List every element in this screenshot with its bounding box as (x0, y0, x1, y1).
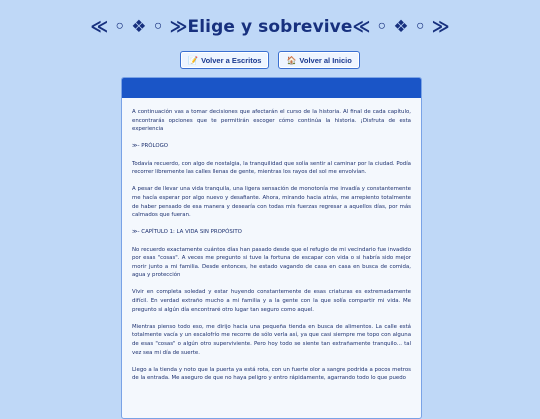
chapter-1-paragraph-4: Llego a la tienda y noto que la puerta ya está rota, con un fuerte olor a sangre podrida a pocos metros de la entrada. Me aseguro de que no haya peligro y entro rápidamente, agarrando todo lo que puedo (132, 366, 411, 382)
nav-buttons (0, 51, 540, 69)
back-to-home-label: Volver al Inicio (299, 55, 352, 65)
back-to-writings-button[interactable] (180, 51, 269, 69)
house-icon: 🏠 (286, 55, 297, 65)
intro-paragraph: A continuación vas a tomar decisiones que afectarán el curso de la historia. Al final de cada capítulo, encontrarás opciones que te permitirán escoger cómo continúa la historia. ¡Disfruta de esta experiencia (132, 109, 411, 133)
story-text (122, 98, 421, 383)
prologue-paragraph-1: Todavía recuerdo, con algo de nostalgia, la tranquilidad que solía sentir al caminar por la ciudad. Podía recorrer libremente las calles llenas de gente, mientras los rayos del sol me envolvían. (132, 160, 411, 176)
chapter-1-heading: ≫- CAPÍTULO 1: LA VIDA SIN PROPÓSITO (132, 229, 242, 236)
chapter-1-paragraph-1: No recuerdo exactamente cuántos días han pasado desde que el refugio de mi vecindario fue invadido por esas "cosas". A veces me pregunto si tuve la fortuna de escapar con vida o si habría sido mejor morir junto a mi familia. Desde entonces, he estado vagando de casa en casa en busca de comida, agua y protección (132, 246, 411, 279)
prologue-heading: ≫- PRÓLOGO (132, 143, 169, 150)
chapter-1-paragraph-2: Vivir en completa soledad y estar huyendo constantemente de esas criaturas es extremadamente difícil. En verdad extraño mucho a mi familia y a la gente con la que solía compartir mi vida. Me pregunto si algún día encontraré otro lugar tan seguro como aquel. (132, 289, 411, 313)
memo-icon: 📝 (188, 55, 199, 65)
prologue-paragraph-2: A pesar de llevar una vida tranquila, una ligera sensación de monotonía me invadía y constantemente me hacía esperar por algo nuevo y desafiante. Ahora, mirando hacia atrás, me arrepiento totalmente de haber pensado de esa manera y desearía con todas mis fuerzas regresar a aquellos días, por más calmados que fueran. (132, 186, 411, 219)
back-to-writings-label: Volver a Escritos (201, 55, 262, 65)
page-title: ≪ ◦ ❖ ◦ ≫Elige y sobrevive≪ ◦ ❖ ◦ ≫ (90, 17, 450, 37)
chapter-1-paragraph-3: Mientras pienso todo eso, me dirijo hacia una pequeña tienda en busca de alimentos. La calle está totalmente vacía y un escalofrío me recorre de sólo verla así, ya que casi siempre me topo con alguna de esas "cosas" o algún otro superviviente. Pero hoy todo se siente tan extrañamente tranquilo... tal vez sea mi día de suerte. (132, 323, 411, 356)
back-to-home-button[interactable] (278, 51, 359, 69)
story-card (121, 77, 422, 419)
story-card-header (122, 78, 421, 98)
